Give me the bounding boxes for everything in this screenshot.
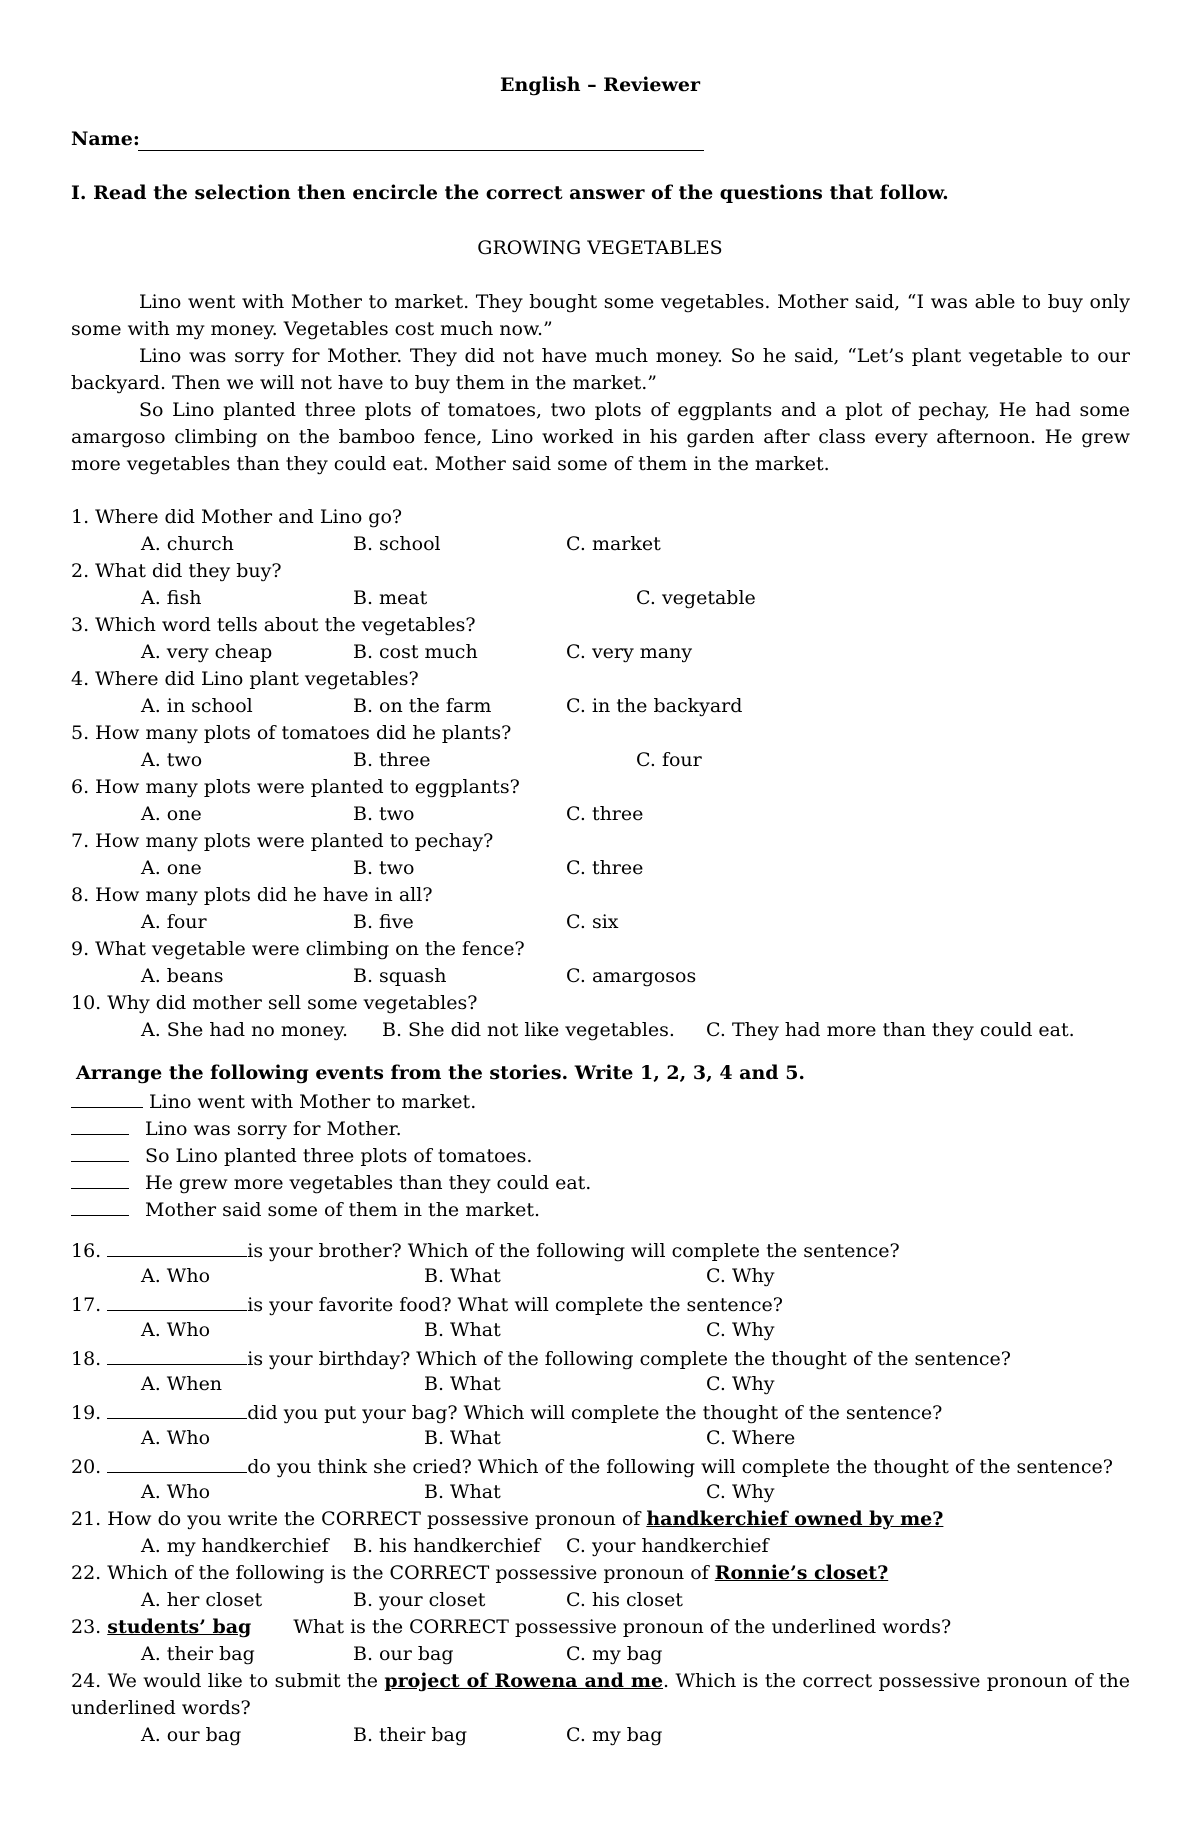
question-7: 7. How many plots were planted to pechay?: [71, 830, 494, 852]
choice-a[interactable]: A. four: [141, 911, 207, 933]
question-24: 24. We would like to submit the project of Rowena and me. Which is the correct possessive pronoun of the underlined words?: [71, 1670, 1131, 1719]
choice-c[interactable]: C. six: [566, 911, 619, 933]
arrange-item-text: So Lino planted three plots of tomatoes.: [145, 1145, 533, 1167]
choice-a[interactable]: A. Who: [141, 1265, 211, 1287]
question-8: 8. How many plots did he have in all?: [71, 884, 433, 906]
underlined-phrase: project of Rowena and me: [384, 1670, 664, 1692]
page-title: English – Reviewer: [500, 74, 700, 96]
name-blank[interactable]: [138, 150, 704, 151]
order-blank[interactable]: [71, 1141, 129, 1162]
question-10: 10. Why did mother sell some vegetables?: [71, 992, 478, 1014]
order-blank[interactable]: [71, 1195, 129, 1216]
choice-c[interactable]: C. very many: [566, 641, 693, 663]
order-blank[interactable]: [71, 1087, 143, 1108]
order-blank[interactable]: [71, 1114, 129, 1135]
question-17: 17. is your favorite food? What will complete the sentence?: [71, 1290, 783, 1319]
arrange-item: [71, 1087, 476, 1116]
question-21: 21. How do you write the CORRECT possessive pronoun of handkerchief owned by me?: [71, 1508, 944, 1530]
arrange-item: [71, 1168, 591, 1197]
choice-b[interactable]: B. squash: [353, 965, 447, 987]
choice-b[interactable]: B. our bag: [353, 1643, 454, 1665]
underlined-phrase: handkerchief owned by me?: [646, 1508, 944, 1530]
choice-b[interactable]: B. two: [353, 803, 415, 825]
choice-a[interactable]: A. one: [141, 803, 202, 825]
choice-a[interactable]: A. our bag: [141, 1724, 242, 1746]
order-blank[interactable]: [71, 1168, 129, 1189]
choice-b[interactable]: B. school: [353, 533, 441, 555]
choice-a[interactable]: A. two: [141, 749, 203, 771]
story-paragraph-2: Lino was sorry for Mother. They did not have much money. So he said, “Let’s plant vegetable to our backyard. Then we will not have to buy them in the market.”: [71, 345, 1130, 394]
choice-b[interactable]: B. She did not like vegetables.: [382, 1019, 675, 1041]
arrange-instruction: Arrange the following events from the stories. Write 1, 2, 3, 4 and 5.: [76, 1062, 806, 1084]
arrange-item: [71, 1195, 540, 1224]
choice-c[interactable]: C. Where: [706, 1427, 796, 1449]
choice-b[interactable]: B. five: [353, 911, 414, 933]
choice-b[interactable]: B. What: [424, 1373, 501, 1395]
story-paragraph-1: Lino went with Mother to market. They bought some vegetables. Mother said, “I was able to buy only some with my money. Vegetables cost much now.”: [71, 291, 1130, 340]
choice-a[interactable]: A. her closet: [141, 1589, 263, 1611]
arrange-item: [71, 1114, 402, 1143]
choice-b[interactable]: B. three: [353, 749, 431, 771]
arrange-item-text: Mother said some of them in the market.: [145, 1199, 541, 1221]
section1-instruction: I. Read the selection then encircle the correct answer of the questions that follow.: [71, 182, 949, 204]
arrange-item-text: Lino went with Mother to market.: [149, 1091, 477, 1113]
choice-c[interactable]: C. amargosos: [566, 965, 697, 987]
choice-c[interactable]: C. in the backyard: [566, 695, 743, 717]
story-title: GROWING VEGETABLES: [477, 237, 723, 259]
choice-a[interactable]: A. fish: [141, 587, 202, 609]
choice-b[interactable]: B. cost much: [353, 641, 478, 663]
choice-c[interactable]: C. Why: [706, 1319, 775, 1341]
question-23: 23. students’ bag What is the CORRECT possessive pronoun of the underlined words?: [71, 1616, 952, 1638]
story-paragraph-3: So Lino planted three plots of tomatoes, two plots of eggplants and a plot of pechay, He had some amargoso climbing on the bamboo fence, Lino worked in his garden after class every afternoon. He grew more vegetables than they could eat. Mother said some of them in the market.: [71, 399, 1130, 475]
question-2: 2. What did they buy?: [71, 560, 282, 582]
question-9: 9. What vegetable were climbing on the fence?: [71, 938, 525, 960]
underlined-phrase: students’ bag: [107, 1616, 252, 1638]
choice-a[interactable]: A. She had no money.: [141, 1019, 349, 1041]
choice-a[interactable]: A. Who: [141, 1427, 211, 1449]
question-18: 18. is your birthday? Which of the following complete the thought of the sentence?: [71, 1344, 1011, 1373]
choice-b[interactable]: B. meat: [353, 587, 428, 609]
choice-c[interactable]: C. Why: [706, 1481, 775, 1503]
choice-c[interactable]: C. vegetable: [636, 587, 756, 609]
question-22: 22. Which of the following is the CORRECT possessive pronoun of Ronnie’s closet?: [71, 1562, 889, 1584]
question-4: 4. Where did Lino plant vegetables?: [71, 668, 419, 690]
question-5: 5. How many plots of tomatoes did he plants?: [71, 722, 512, 744]
choice-a[interactable]: A. in school: [141, 695, 253, 717]
choice-c[interactable]: C. They had more than they could eat.: [706, 1019, 1075, 1041]
choice-c[interactable]: C. Why: [706, 1373, 775, 1395]
choice-a[interactable]: A. very cheap: [141, 641, 273, 663]
choice-a[interactable]: A. Who: [141, 1481, 211, 1503]
arrange-item-text: Lino was sorry for Mother.: [145, 1118, 402, 1140]
choice-b[interactable]: B. on the farm: [353, 695, 492, 717]
choice-b[interactable]: B. their bag: [353, 1724, 468, 1746]
choice-b[interactable]: B. What: [424, 1319, 501, 1341]
arrange-item: [71, 1141, 532, 1170]
choice-c[interactable]: C. market: [566, 533, 661, 555]
choice-a[interactable]: A. their bag: [141, 1643, 255, 1665]
choice-a[interactable]: A. one: [141, 857, 202, 879]
choice-b[interactable]: B. his handkerchief: [353, 1535, 541, 1557]
question-1: 1. Where did Mother and Lino go?: [71, 506, 403, 528]
choice-c[interactable]: C. his closet: [566, 1589, 683, 1611]
question-6: 6. How many plots were planted to eggplants?: [71, 776, 520, 798]
choice-a[interactable]: A. beans: [141, 965, 224, 987]
answer-blank[interactable]: [107, 1344, 247, 1365]
question-3: 3. Which word tells about the vegetables?: [71, 614, 476, 636]
choice-c[interactable]: C. three: [566, 803, 644, 825]
question-19: 19. did you put your bag? Which will complete the thought of the sentence?: [71, 1398, 942, 1427]
choice-b[interactable]: B. What: [424, 1427, 501, 1449]
choice-c[interactable]: C. your handkerchief: [566, 1535, 769, 1557]
choice-c[interactable]: C. my bag: [566, 1724, 663, 1746]
choice-c[interactable]: C. my bag: [566, 1643, 663, 1665]
answer-blank[interactable]: [107, 1290, 247, 1311]
answer-blank[interactable]: [107, 1236, 247, 1257]
choice-b[interactable]: B. two: [353, 857, 415, 879]
choice-a[interactable]: A. Who: [141, 1319, 211, 1341]
choice-b[interactable]: B. What: [424, 1265, 501, 1287]
choice-c[interactable]: C. Why: [706, 1265, 775, 1287]
answer-blank[interactable]: [107, 1398, 247, 1419]
choice-c[interactable]: C. three: [566, 857, 644, 879]
name-label: Name:: [71, 128, 140, 150]
underlined-phrase: Ronnie’s closet?: [714, 1562, 889, 1584]
choice-b[interactable]: B. What: [424, 1481, 501, 1503]
choice-c[interactable]: C. four: [636, 749, 702, 771]
question-16: 16. is your brother? Which of the following will complete the sentence?: [71, 1236, 900, 1265]
choice-b[interactable]: B. your closet: [353, 1589, 486, 1611]
question-20: 20. do you think she cried? Which of the following will complete the thought of the sentence?: [71, 1452, 1113, 1481]
choice-a[interactable]: A. When: [141, 1373, 223, 1395]
choice-a[interactable]: A. my handkerchief: [141, 1535, 329, 1557]
answer-blank[interactable]: [107, 1452, 247, 1473]
arrange-item-text: He grew more vegetables than they could eat.: [145, 1172, 592, 1194]
choice-a[interactable]: A. church: [141, 533, 234, 555]
